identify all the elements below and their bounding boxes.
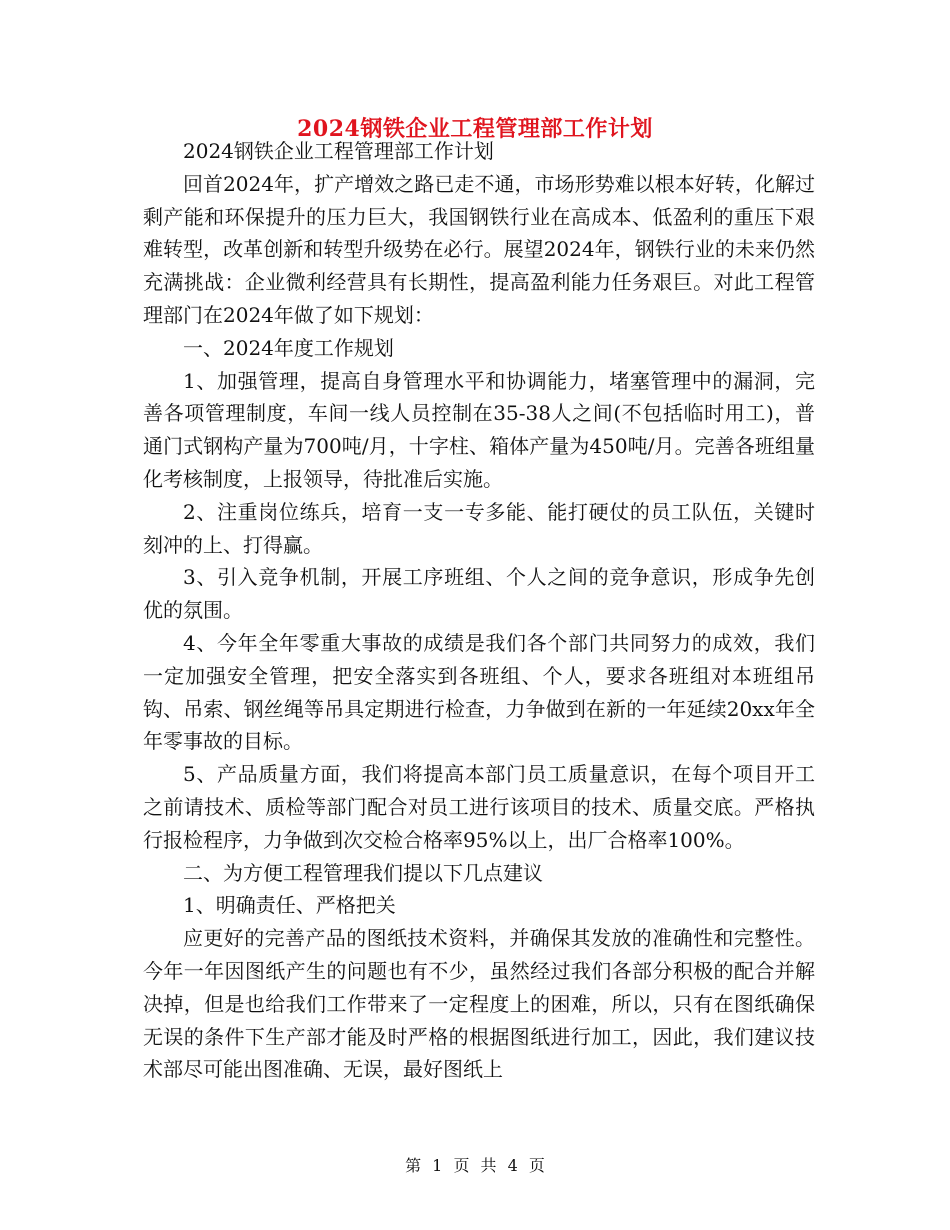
paragraph-item-3: 3、引入竞争机制，开展工序班组、个人之间的竞争意识，形成争先创优的氛围。	[143, 565, 815, 623]
paragraph-item-5: 5、产品质量方面，我们将提高本部门员工质量意识，在每个项目开工之前请技术、质检等部门配合对员工进行该项目的技术、质量交底。严格执行报检程序，力争做到次交检合格率95%以上，出厂合格率100%。	[143, 762, 815, 852]
suggestion-heading-1: 1、明确责任、严格把关	[183, 893, 396, 918]
document-body	[143, 135, 815, 1086]
paragraph-suggestion-1: 应更好的完善产品的图纸技术资料，并确保其发放的准确性和完整性。今年一年因图纸产生的问题也有不少，虽然经过我们各部分积极的配合并解决掉，但是也给我们工作带来了一定程度上的困难，所以，只有在图纸确保无误的条件下生产部才能及时严格的根据图纸进行加工，因此，我们建议技术部尽可能出图准确、无误，最好图纸上	[143, 926, 815, 1082]
paragraph-item-4: 4、今年全年零重大事故的成绩是我们各个部门共同努力的成效，我们一定加强安全管理，把安全落实到各班组、个人，要求各班组对本班组吊钩、吊索、钢丝绳等吊具定期进行检查，力争做到在新的一年延续20xx年全年零事故的目标。	[143, 630, 815, 754]
paragraph-item-1: 1、加强管理，提高自身管理水平和协调能力，堵塞管理中的漏洞，完善各项管理制度，车间一线人员控制在35-38人之间(不包括临时用工)，普通门式钢构产量为700吨/月，十字柱、箱体产量为450吨/月。完善各班组量化考核制度，上报领导，待批准后实施。	[143, 368, 815, 491]
section-heading-suggestions: 二、为方便工程管理我们提以下几点建议	[183, 860, 543, 885]
paragraph-intro: 回首2024年，扩产增效之路已走不通，市场形势难以根本好转，化解过剩产能和环保提升的压力巨大，我国钢铁行业在高成本、低盈利的重压下艰难转型，改革创新和转型升级势在必行。展望2024年，钢铁行业的未来仍然充满挑战：企业微利经营具有长期性，提高盈利能力任务艰巨。对此工程管理部门在2024年做了如下规划：	[143, 171, 815, 327]
paragraph-subtitle: 2024钢铁企业工程管理部工作计划	[183, 139, 494, 163]
document-title: 2024钢铁企业工程管理部工作计划	[297, 116, 653, 142]
section-heading-plan: 一、2024年度工作规划	[183, 335, 394, 360]
paragraph-item-2: 2、注重岗位练兵，培育一支一专多能、能打硬仗的员工队伍，关键时刻冲的上、打得赢。	[143, 499, 815, 557]
page-footer: 第 1 页 共 4 页	[405, 1156, 545, 1175]
